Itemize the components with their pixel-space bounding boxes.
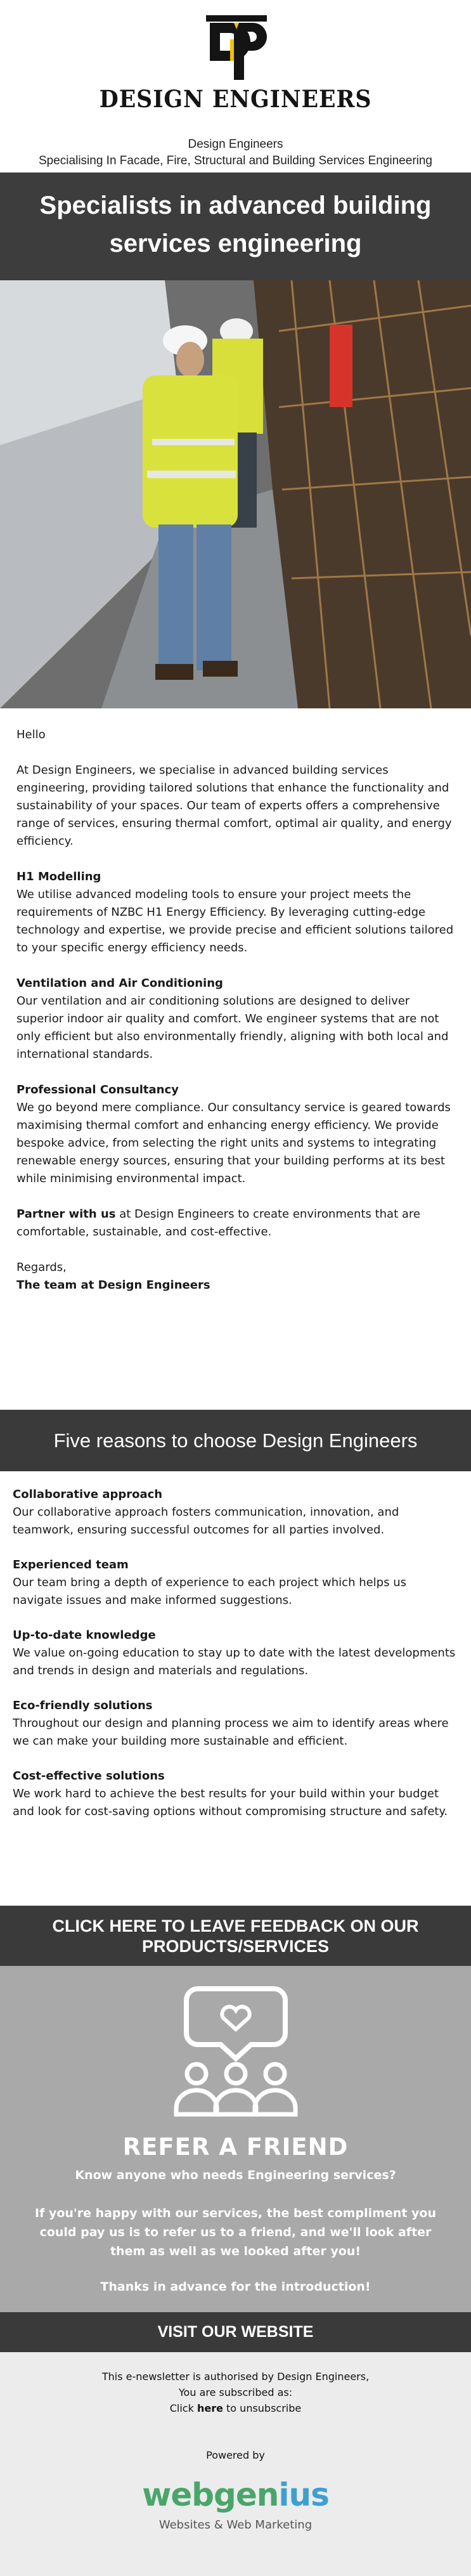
unsubscribe-link[interactable]: here — [197, 2402, 223, 2414]
logo-wordmark: DESIGN ENGINEERS — [99, 85, 372, 113]
greeting: Hello — [16, 728, 46, 741]
hero-title: Specialists in advanced building services engineering — [0, 172, 471, 280]
list-item — [13, 1486, 460, 1539]
reason-title: Collaborative approach — [13, 1488, 163, 1501]
service-title: Professional Consultancy — [16, 1083, 179, 1096]
service-text: Our ventilation and air conditioning solutions are designed to deliver superior indoor air quality and comfort. We engineer systems that are not only efficient but also environmentally friendly, aligning with both local and international standards. — [16, 994, 449, 1061]
reason-title: Up-to-date knowledge — [13, 1629, 156, 1642]
unsubscribe-line — [0, 2400, 471, 2416]
reason-text: Our team bring a depth of experience to each project which helps us navigate issues and make informed suggestions. — [13, 1576, 406, 1607]
partner-paragraph — [16, 1206, 454, 1241]
reason-text: Throughout our design and planning process we aim to identify areas where we can make your building more sustainable and efficient. — [13, 1717, 449, 1748]
webgenius-logo[interactable] — [0, 2476, 471, 2513]
signoff: The team at Design Engineers — [16, 1278, 210, 1292]
company-name: Design Engineers — [188, 138, 283, 151]
footer — [0, 2352, 471, 2576]
subscribed-text: You are subscribed as: — [178, 2386, 293, 2398]
refer-thanks: Thanks in advance for the introduction! — [100, 2280, 371, 2294]
visit-website-button[interactable]: VISIT OUR WEBSITE — [0, 2312, 471, 2352]
service-consultancy — [16, 1081, 454, 1188]
service-h1-modelling — [16, 868, 454, 957]
signature — [16, 1259, 454, 1294]
authorised-text: This e-newsletter is authorised by Design Engineers, — [101, 2371, 370, 2383]
click-text: Click — [169, 2402, 197, 2414]
refer-a-friend — [0, 1966, 471, 2312]
webgenius-tagline: Websites & Web Marketing — [158, 2518, 313, 2532]
reason-text: We work hard to achieve the best results for your build within your budget and look for cost-saving options without compromising structure and safety. — [13, 1787, 448, 1818]
wg-logo-part: ius — [278, 2476, 329, 2513]
wg-logo-part: webgen — [142, 2476, 279, 2513]
refer-title: REFER A FRIEND — [122, 2133, 349, 2161]
list-item — [13, 1556, 460, 1610]
unsubscribe-text: to unsubscribe — [223, 2402, 302, 2414]
reason-text: We value on-going education to stay up to date with the latest developments and trends in design and materials and regulations. — [13, 1646, 456, 1677]
regards: Regards, — [16, 1261, 67, 1274]
reason-title: Cost-effective solutions — [13, 1769, 165, 1783]
service-text: We go beyond mere compliance. Our consultancy service is geared towards maximising thermal comfort and enhancing energy efficiency. We provide bespoke advice, from selecting the right units and systems to integrating renewable energy sources, ensuring that your building performs at its best while minimising environmental impact. — [16, 1101, 451, 1185]
powered-by: Powered by — [206, 2449, 265, 2461]
reason-title: Experienced team — [13, 1558, 129, 1571]
letter-body — [16, 726, 454, 1312]
partner-text: at Design Engineers to create environments that are comfortable, sustainable, and cost-effective. — [16, 1207, 420, 1239]
hero-photo — [0, 280, 471, 708]
service-ventilation — [16, 975, 454, 1064]
service-text: We utilise advanced modeling tools to ensure your project meets the requirements of NZBC H1 Energy Efficiency. By leveraging cutting-edge technology and expertise, we provide precise and efficient solutions tailored to your specific energy efficiency needs. — [16, 888, 454, 954]
reasons-heading: Five reasons to choose Design Engineers — [0, 1410, 471, 1471]
reasons-list — [13, 1486, 460, 1838]
header — [0, 0, 471, 171]
logo-mark-icon — [201, 14, 271, 82]
refer-subtitle: Know anyone who needs Engineering services? — [75, 2168, 396, 2182]
company-logo[interactable] — [0, 14, 471, 113]
reason-text: Our collaborative approach fosters communication, innovation, and teamwork, ensuring successful outcomes for all parties involved. — [13, 1506, 399, 1537]
feedback-button[interactable]: CLICK HERE TO LEAVE FEEDBACK ON OUR PRODUCTS/SERVICES — [0, 1906, 471, 1966]
partner-lead: Partner with us — [16, 1207, 116, 1221]
company-tagline: Specialising In Facade, Fire, Structural and Building Services Engineering — [39, 154, 432, 167]
list-item — [13, 1697, 460, 1750]
refer-friend-icon — [160, 1984, 312, 2130]
list-item — [13, 1767, 460, 1821]
intro-paragraph: At Design Engineers, we specialise in advanced building services engineering, providing tailored solutions that enhance the functionality and sustainability of your spaces. Our team of experts offers a comprehensive range of services, ensuring thermal comfort, optimal air quality, and energy efficiency. — [16, 764, 452, 848]
refer-body: If you're happy with our services, the best compliment you could pay us is to refer us to a friend, and we'll look after them as well as we looked after you! — [35, 2206, 436, 2258]
company-info — [0, 136, 471, 169]
service-title: H1 Modelling — [16, 870, 101, 883]
footer-lines — [0, 2352, 471, 2416]
list-item — [13, 1627, 460, 1680]
service-title: Ventilation and Air Conditioning — [16, 977, 223, 990]
reason-title: Eco-friendly solutions — [13, 1699, 153, 1712]
